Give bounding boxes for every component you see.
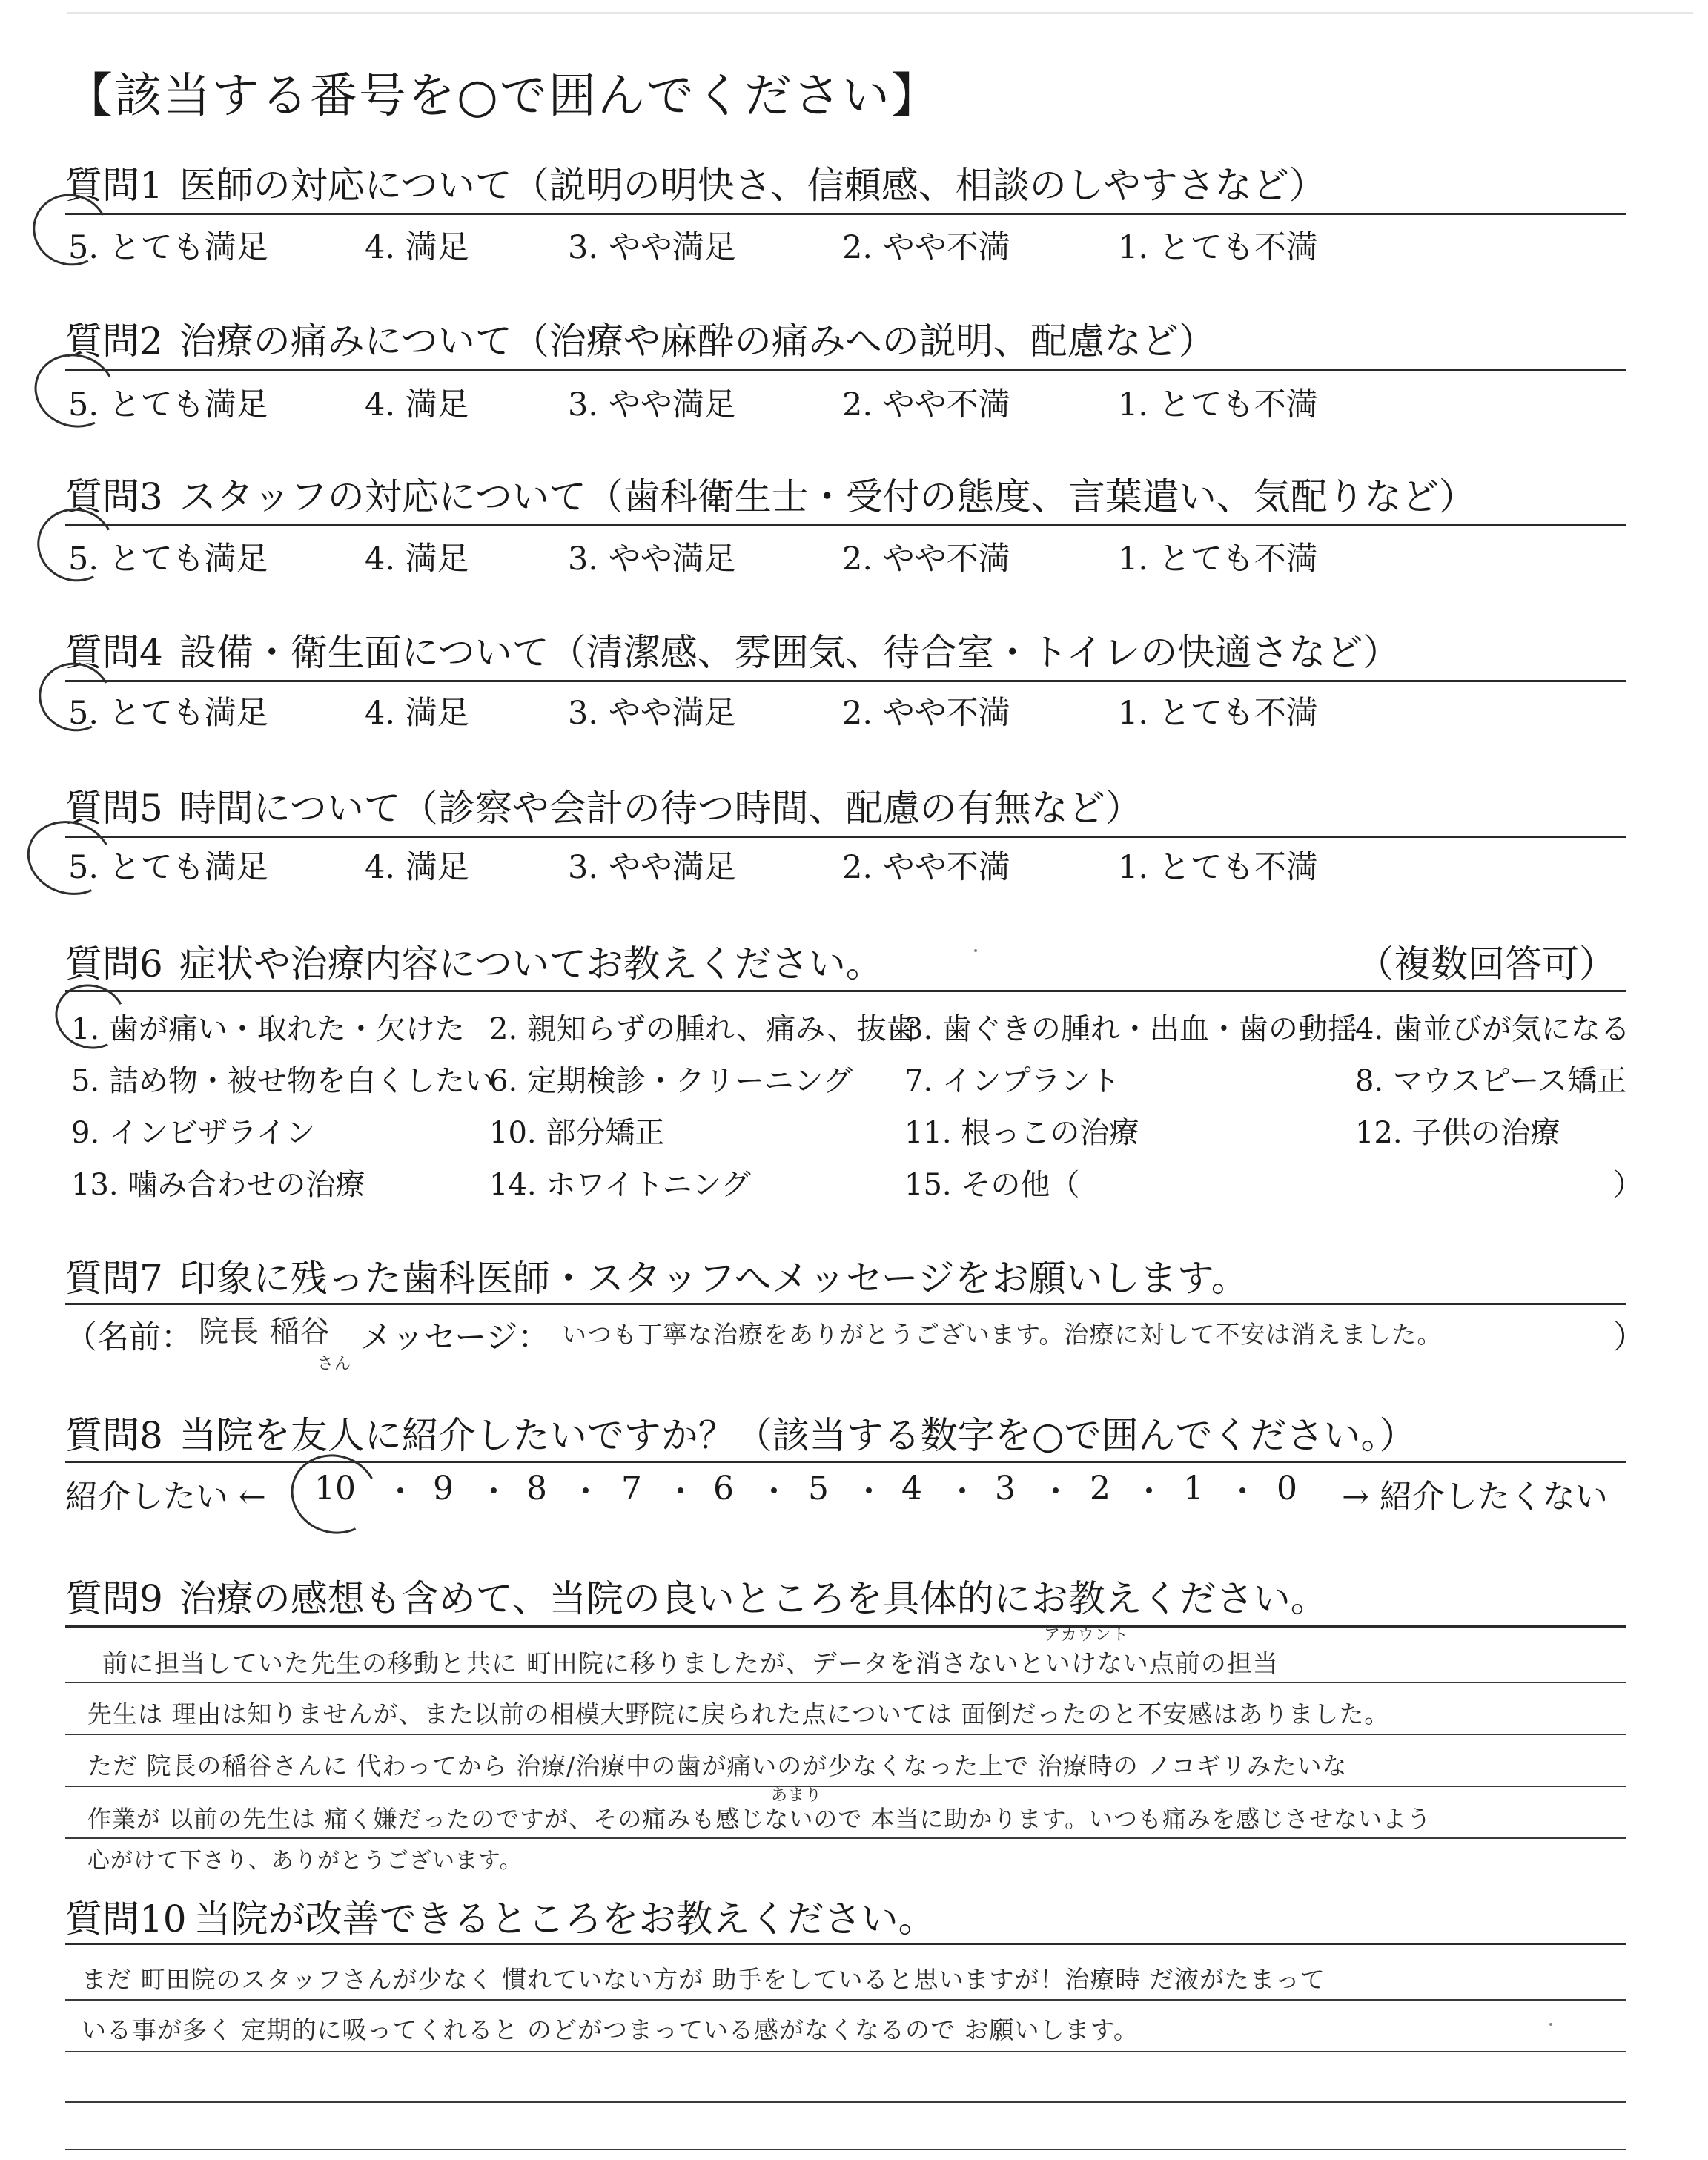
answer-rule — [65, 1786, 1626, 1787]
q6-option-10[interactable]: 10. 部分矯正 — [489, 1116, 665, 1150]
question-7-title — [65, 1249, 1248, 1302]
q1-option-3[interactable]: 3. やや満足 — [568, 229, 736, 266]
answer-rule — [65, 2051, 1626, 2052]
question-10-title — [65, 1889, 936, 1943]
scale-5[interactable]: 5 — [808, 1470, 829, 1507]
scale-10[interactable]: 10 — [314, 1470, 356, 1507]
q1-option-4[interactable]: 4. 満足 — [365, 229, 469, 266]
q6-option-4[interactable]: 4. 歯並びが気になる — [1355, 1012, 1630, 1046]
question-text: 症状や治療内容についてお教えください。 — [179, 942, 883, 985]
answer-line-1[interactable]: 前に担当していた先生の移動と共に 町田院に移りましたが、データを消さないといけない点前の担当 — [102, 1649, 1279, 1679]
q2-option-3[interactable]: 3. やや満足 — [568, 386, 736, 423]
q4-option-4[interactable]: 4. 満足 — [365, 695, 469, 732]
question-6-rule — [65, 990, 1626, 992]
staff-name-handwritten[interactable]: 院長 稲谷 — [199, 1315, 331, 1349]
q4-option-2[interactable]: 2. やや不満 — [842, 695, 1010, 732]
question-1-title — [65, 156, 1326, 209]
q1-option-1[interactable]: 1. とても不満 — [1118, 229, 1318, 266]
question-number: 質問9 — [65, 1577, 163, 1620]
question-number: 質問1 — [65, 164, 163, 207]
q3-option-3[interactable]: 3. やや満足 — [568, 541, 736, 578]
question-number: 質問5 — [65, 787, 163, 830]
scale-separator — [959, 1487, 965, 1493]
question-number: 質問3 — [65, 475, 163, 518]
answer-line-3[interactable]: ただ 院長の稲谷さんに 代わってから 治療/治療中の歯が痛いのが少なくなった上で 治療時の ノコギリみたいな — [87, 1751, 1348, 1780]
q2-option-2[interactable]: 2. やや不満 — [842, 386, 1010, 423]
question-2-rule — [65, 369, 1626, 371]
q2-option-5[interactable]: 5. とても満足 — [68, 386, 268, 423]
question-8-title — [65, 1406, 1416, 1459]
scale-9[interactable]: 9 — [433, 1470, 454, 1507]
scale-separator — [491, 1487, 497, 1493]
scale-separator — [397, 1487, 403, 1493]
message-handwritten[interactable]: いつも丁寧な治療をありがとうございます。治療に対して不安は消えました。 — [562, 1320, 1443, 1349]
q6-option-12[interactable]: 12. 子供の治療 — [1355, 1116, 1560, 1150]
scale-separator — [1146, 1487, 1152, 1493]
scale-4[interactable]: 4 — [901, 1470, 922, 1507]
q1-option-5[interactable]: 5. とても満足 — [68, 229, 268, 266]
question-text: 当院を友人に紹介したいですか？（該当する数字を○で囲んでください。） — [179, 1414, 1417, 1457]
q6-option-8[interactable]: 8. マウスピース矯正 — [1355, 1064, 1627, 1098]
q6-option-13[interactable]: 13. 噛み合わせの治療 — [71, 1168, 365, 1202]
question-number: 質問4 — [65, 631, 163, 674]
scale-6[interactable]: 6 — [713, 1470, 734, 1507]
scan-speck — [1549, 2023, 1552, 2026]
scale-1[interactable]: 1 — [1183, 1470, 1204, 1507]
q6-option-9[interactable]: 9. インビザライン — [71, 1116, 316, 1150]
q6-option-5[interactable]: 5. 詰め物・被せ物を白くしたい — [71, 1064, 494, 1098]
message-close-paren: ） — [1613, 1319, 1645, 1356]
q1-option-2[interactable]: 2. やや不満 — [842, 229, 1010, 266]
question-3-rule — [65, 524, 1626, 526]
answer-line-4[interactable]: 作業が 以前の先生は 痛く嫌だったのですが、その痛みも感じないので 本当に助かります。いつも痛みを感じさせないよう — [87, 1805, 1431, 1833]
scale-separator — [771, 1487, 777, 1493]
answer-rule — [65, 1837, 1626, 1839]
question-number: 質問8 — [65, 1414, 163, 1457]
question-number: 質問7 — [65, 1257, 163, 1300]
question-text: 印象に残った歯科医師・スタッフへメッセージをお願いします。 — [179, 1257, 1248, 1300]
question-5-title — [65, 779, 1142, 832]
question-text: 治療の感想も含めて、当院の良いところを具体的にお教えください。 — [179, 1577, 1328, 1620]
answer-rule — [65, 1682, 1626, 1683]
handwritten-annotation: あまり — [771, 1786, 823, 1805]
answer-line-5[interactable]: 心がけて下さり、ありがとうございます。 — [87, 1848, 523, 1874]
q3-option-5[interactable]: 5. とても満足 — [68, 541, 268, 578]
question-text: 医師の対応について（説明の明快さ、信頼感、相談のしやすさなど） — [179, 164, 1326, 207]
scale-separator — [678, 1487, 683, 1493]
q6-option-15-close: ） — [1613, 1168, 1643, 1202]
question-text: スタッフの対応について（歯科衛生士・受付の態度、言葉遣い、気配りなど） — [179, 475, 1476, 518]
q5-option-2[interactable]: 2. やや不満 — [842, 849, 1010, 886]
handwritten-annotation: アカウント — [1044, 1626, 1129, 1645]
q6-option-14[interactable]: 14. ホワイトニング — [489, 1168, 751, 1202]
question-text: 時間について（診察や会計の待つ時間、配慮の有無など） — [179, 787, 1142, 830]
q4-option-5[interactable]: 5. とても満足 — [68, 695, 268, 732]
scan-speck — [974, 949, 977, 952]
scale-2[interactable]: 2 — [1090, 1470, 1110, 1507]
message-label: メッセージ： — [360, 1319, 550, 1356]
recommend-left-label: 紹介したい ← — [65, 1478, 266, 1516]
question-5-rule — [65, 836, 1626, 838]
question-10-rule — [65, 1943, 1626, 1945]
answer-line-2[interactable]: いる事が多く 定期的に吸ってくれると のどがつまっている感がなくなるので お願いします。 — [82, 2015, 1139, 2044]
name-label: （名前： — [65, 1319, 193, 1356]
question-text: 治療の痛みについて（治療や麻酔の痛みへの説明、配慮など） — [179, 320, 1216, 363]
q2-option-1[interactable]: 1. とても不満 — [1118, 386, 1318, 423]
q5-option-3[interactable]: 3. やや満足 — [568, 849, 736, 886]
question-4-rule — [65, 680, 1626, 682]
question-9-rule — [65, 1625, 1626, 1628]
answer-line-2[interactable]: 先生は 理由は知りませんが、また以前の相模大野院に戻られた点については 面倒だったのと不安感はありました。 — [87, 1700, 1390, 1728]
q6-option-15[interactable]: 15. その他（ — [904, 1168, 1080, 1202]
q4-option-1[interactable]: 1. とても不満 — [1118, 695, 1318, 732]
q3-option-4[interactable]: 4. 満足 — [365, 541, 469, 578]
question-7-rule — [65, 1303, 1626, 1305]
q6-option-6[interactable]: 6. 定期検診・クリーニング — [489, 1064, 853, 1098]
q5-option-1[interactable]: 1. とても不満 — [1118, 849, 1318, 886]
question-1-rule — [65, 213, 1626, 215]
q6-option-7[interactable]: 7. インプラント — [904, 1064, 1120, 1098]
answer-rule — [65, 1999, 1626, 2001]
question-9-title — [65, 1569, 1328, 1622]
question-8-rule — [65, 1461, 1626, 1463]
question-6-title — [65, 934, 883, 988]
question-number: 質問6 — [65, 942, 163, 985]
scale-separator — [1239, 1487, 1245, 1493]
recommend-right-label: → 紹介したくない — [1342, 1478, 1608, 1516]
q3-option-1[interactable]: 1. とても不満 — [1118, 541, 1318, 578]
q2-option-4[interactable]: 4. 満足 — [365, 386, 469, 423]
scale-8[interactable]: 8 — [526, 1470, 547, 1507]
scale-separator — [1053, 1487, 1059, 1493]
q6-option-3[interactable]: 3. 歯ぐきの腫れ・出血・歯の動揺 — [904, 1012, 1357, 1046]
question-number: 質問2 — [65, 320, 163, 363]
q6-option-11[interactable]: 11. 根っこの治療 — [904, 1116, 1139, 1150]
scale-separator — [583, 1487, 589, 1493]
q6-option-2[interactable]: 2. 親知らずの腫れ、痛み、抜歯 — [489, 1012, 916, 1046]
name-honorific-handwritten: さん — [317, 1355, 352, 1373]
form-header: 【該当する番号を○で囲んでください】 — [65, 69, 940, 124]
page-top-edge — [67, 12, 1693, 14]
q5-option-4[interactable]: 4. 満足 — [365, 849, 469, 886]
question-2-title — [65, 311, 1216, 365]
question-text: 設備・衛生面について（清潔感、雰囲気、待合室・トイレの快適さなど） — [179, 631, 1400, 674]
question-number: 質問10 — [65, 1898, 187, 1941]
question-3-title — [65, 467, 1476, 521]
question-4-title — [65, 623, 1400, 676]
q6-option-1[interactable]: 1. 歯が痛い・取れた・欠けた — [71, 1012, 465, 1046]
answer-line-1[interactable]: まだ 町田院のスタッフさんが少なく 慣れていない方が 助手をしていると思いますが！治療時 だ液がたまって — [82, 1965, 1325, 1994]
scale-7[interactable]: 7 — [621, 1470, 642, 1507]
scale-3[interactable]: 3 — [995, 1470, 1016, 1507]
q3-option-2[interactable]: 2. やや不満 — [842, 541, 1010, 578]
question-text: 当院が改善できるところをお教えください。 — [193, 1898, 936, 1941]
q4-option-3[interactable]: 3. やや満足 — [568, 695, 736, 732]
answer-rule — [65, 2101, 1626, 2103]
answer-rule — [65, 2149, 1626, 2150]
scale-separator — [866, 1487, 872, 1493]
answer-rule — [65, 1734, 1626, 1735]
scale-0[interactable]: 0 — [1277, 1470, 1297, 1507]
q5-option-5[interactable]: 5. とても満足 — [68, 849, 268, 886]
multiple-answer-note: （複数回答可） — [1357, 942, 1616, 985]
